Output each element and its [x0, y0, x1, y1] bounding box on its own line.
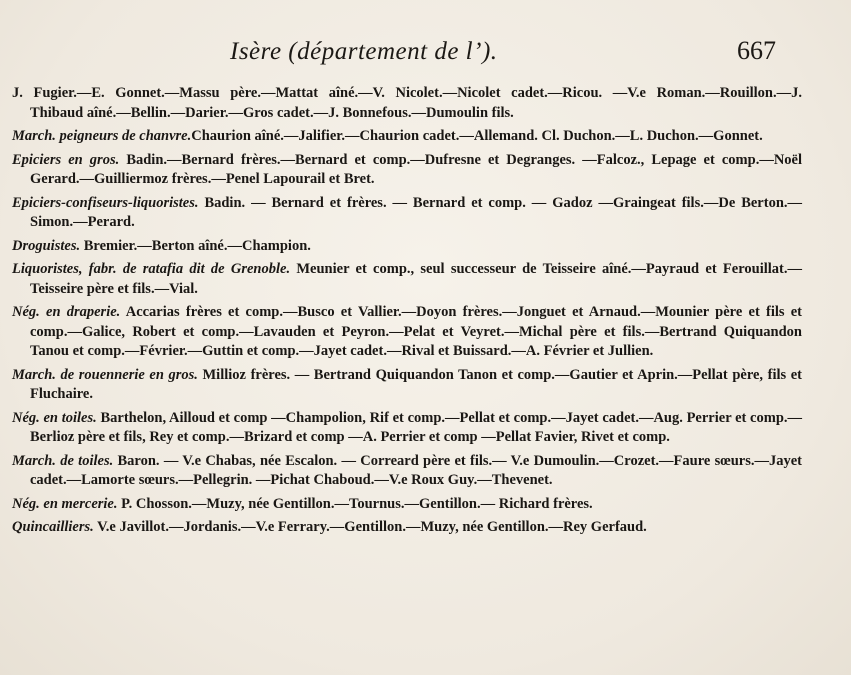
entry-category: Droguistes.	[12, 237, 81, 254]
entry-category: Nég. en draperie.	[12, 304, 121, 320]
entry-category: Epiciers en gros.	[12, 151, 120, 168]
entry-text: P. Chosson.—Muzy, née Gentillon.—Tournus.—Gentillon.— Richard frères.	[121, 495, 593, 512]
entry-text: Badin.—Bernard frères.—Bernard et comp.—Dufresne et Degranges. —Falcoz., Lepage et comp.—Noël Gerard.—Guilliermoz frères.—Penel Lapourail et Bret.	[30, 151, 803, 187]
entry-text: J. Fugier.—E. Gonnet.—Massu père.—Mattat aîné.—V. Nicolet.—Nicolet cadet.—Ricou. —V.e Roman.—Rouillon.—J. Thibaud aîné.—Bellin.—Darier.—Gros cadet.—J. Bonnefous.—Dumoulin fils.	[12, 85, 802, 121]
page-title: Isère (département de l’).	[230, 38, 498, 65]
entry-text: Chaurion aîné.—Jalifier.—Chaurion cadet.—Allemand. Cl. Duchon.—L. Duchon.—Gonnet.	[191, 128, 763, 144]
page-header	[0, 34, 851, 74]
entry-category: Quincailliers.	[12, 519, 94, 535]
directory-entry	[12, 127, 802, 147]
directory-entry	[12, 518, 802, 538]
entry-category: March. peigneurs de chanvre.	[12, 128, 192, 144]
directory-entry	[12, 237, 802, 257]
directory-entries	[12, 84, 802, 542]
entry-text: Barthelon, Ailloud et comp —Champolion, Rif et comp.—Pellat et comp.—Jayet cadet.—Aug. Perrier et comp.—Berlioz père et fils, Rey et comp.—Brizard et comp —A. Perrier et comp —Pellat Favier, Rivet et comp.	[30, 409, 803, 445]
entry-text: Millioz frères. — Bertrand Quiquandon Tanon et comp.—Gautier et Aprin.—Pellat père, fils et Fluchaire.	[30, 366, 803, 402]
entry-category: Nég. en mercerie.	[12, 495, 118, 512]
entry-category: March. de rouennerie en gros.	[12, 366, 198, 383]
directory-entry	[12, 151, 802, 190]
directory-entry	[12, 260, 802, 299]
directory-entry	[12, 303, 802, 362]
entry-text: Meunier et comp., seul successeur de Teisseire aîné.—Payraud et Ferouillat.—Teisseire père et fils.—Vial.	[30, 261, 802, 297]
entry-category: Liquoristes, fabr. de ratafia dit de Grenoble.	[12, 261, 291, 277]
page-number: 667	[737, 36, 776, 65]
entry-text: Badin. — Bernard et frères. — Bernard et comp. — Gadoz —Graingeat fils.—De Berton.—Simon.—Perard.	[30, 194, 803, 230]
entry-category: Nég. en toiles.	[12, 409, 97, 426]
directory-entry	[12, 194, 802, 233]
directory-entry	[12, 84, 802, 123]
directory-entry	[12, 366, 802, 405]
directory-entry	[12, 495, 802, 515]
entry-text: V.e Javillot.—Jordanis.—V.e Ferrary.—Gentillon.—Muzy, née Gentillon.—Rey Gerfaud.	[97, 519, 647, 535]
entry-category: Epiciers-confiseurs-liquoristes.	[12, 194, 199, 211]
entry-text: Accarias frères et comp.—Busco et Vallier.—Doyon frères.—Jonguet et Arnaud.—Mounier père et fils et comp.—Galice, Robert et comp.—Lavauden et Peyron.—Pelat et Veyret.—Michal père et fils.—Bertrand Quiquandon Tanou et comp.—Février.—Guttin et comp.—Jayet cadet.—Rival et Buissard.—A. Février et Jullien.	[30, 304, 803, 359]
entry-text: Baron. — V.e Chabas, née Escalon. — Correard père et fils.— V.e Dumoulin.—Crozet.—Faure sœurs.—Jayet cadet.—Lamorte sœurs.—Pellegrin. —Pichat Chaboud.—V.e Roux Guy.—Thevenet.	[30, 452, 802, 488]
entry-category: March. de toiles.	[12, 452, 114, 469]
directory-entry	[12, 409, 802, 448]
entry-text: Bremier.—Berton aîné.—Champion.	[83, 237, 311, 254]
directory-entry	[12, 452, 802, 491]
